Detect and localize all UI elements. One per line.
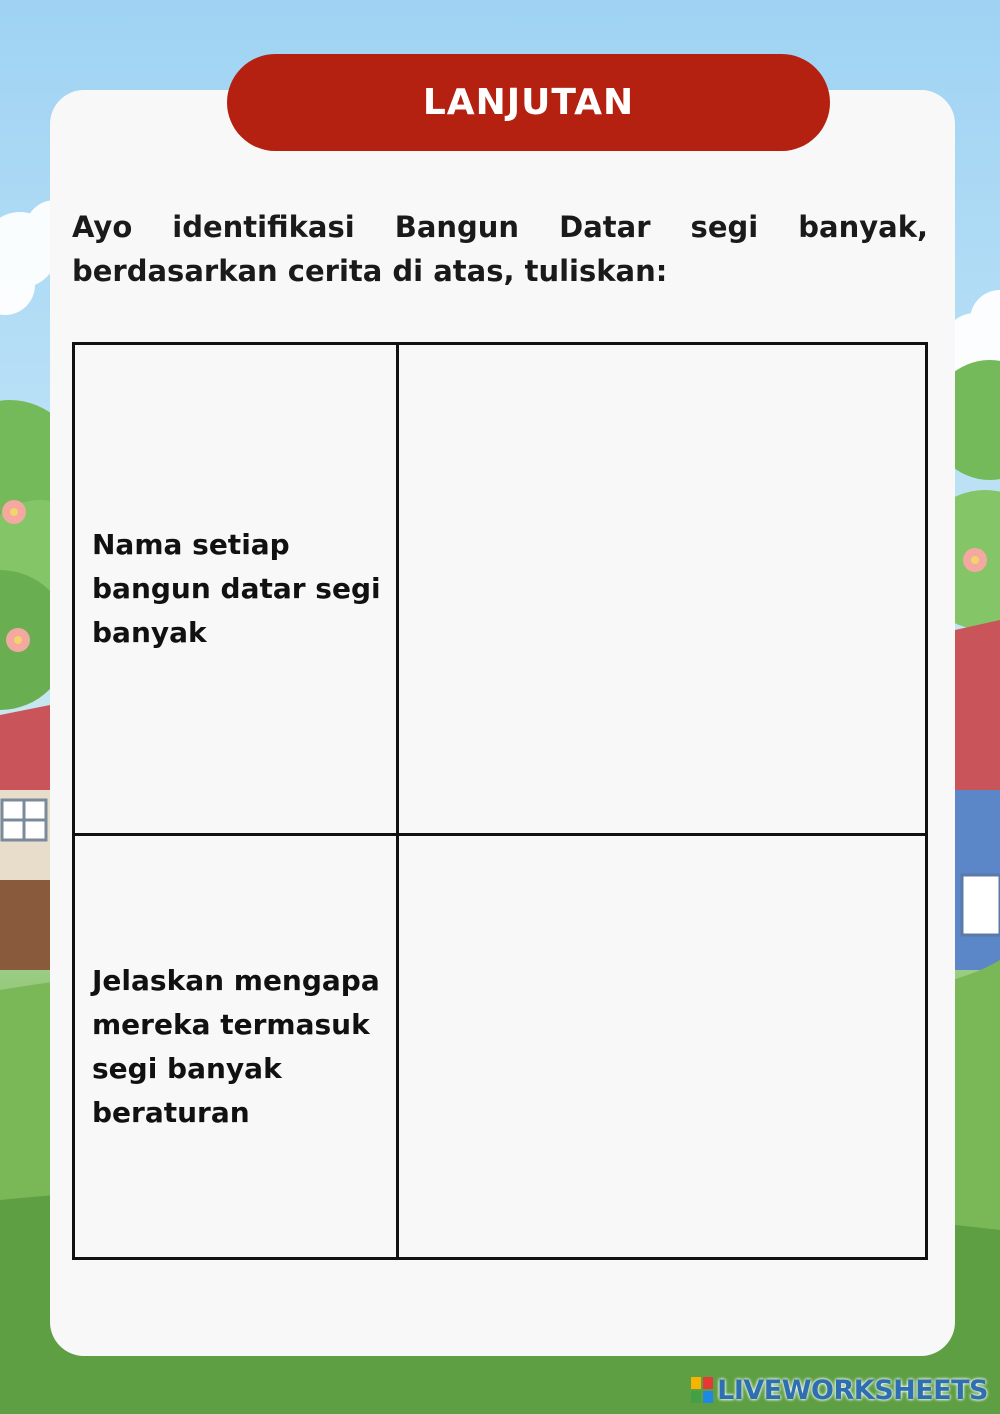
- row-label: Nama setiap bangun datar segi banyak: [74, 344, 398, 835]
- answer-field-explanation[interactable]: [398, 835, 927, 1259]
- house-right: [955, 620, 1000, 970]
- answer-table: [72, 342, 928, 1260]
- liveworksheets-logo-icon: [691, 1377, 713, 1403]
- title-banner: [227, 54, 830, 151]
- liveworksheets-brand[interactable]: [691, 1373, 988, 1407]
- instruction-text: Ayo identifikasi Bangun Datar segi banyak, berdasarkan cerita di atas, tuliskan:: [72, 210, 928, 288]
- brand-text: LIVEWORKSHEETS: [717, 1374, 988, 1406]
- row-label: Jelaskan mengapa mereka termasuk segi banyak beraturan: [74, 835, 398, 1259]
- page-title: LANJUTAN: [422, 82, 635, 123]
- house-left: [0, 705, 50, 970]
- table-row: [74, 835, 927, 1259]
- answer-field-names[interactable]: [398, 344, 927, 835]
- table-row: [74, 344, 927, 835]
